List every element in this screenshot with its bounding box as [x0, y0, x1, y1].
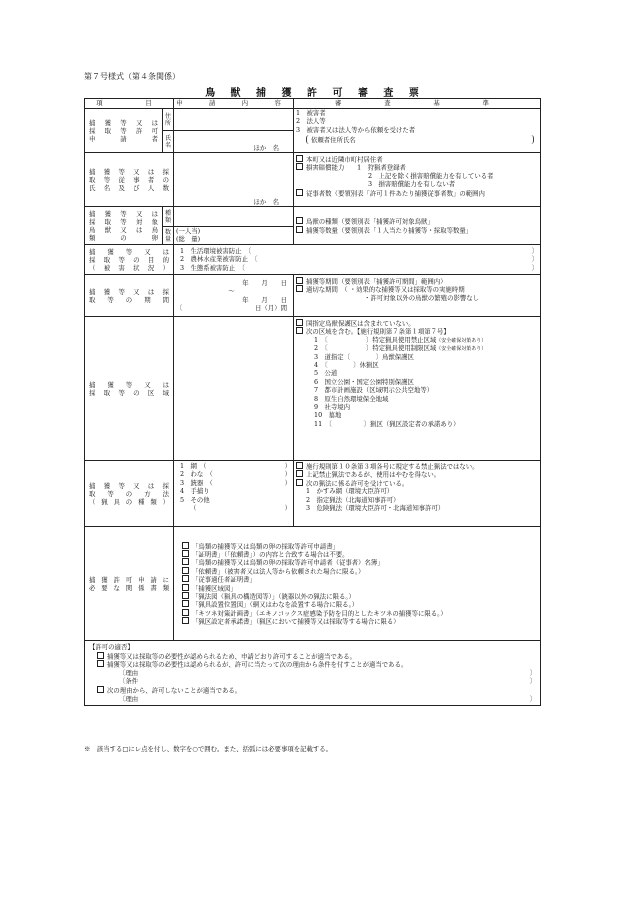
permit-section: 【許可の適否】 捕獲等又は採取等の必要性が認められるため、申請どおり許可することが適当である。 捕獲等又は採取等の必要性は認められるが、許可に当たって次の理由から条件を付すことが適当である。 〔理由 〕 〔条件 〕 次の理由から、許可しないことが適当である。 〔理由 〕 — [85, 641, 541, 706]
purpose-options — [174, 245, 541, 275]
checkbox[interactable] — [296, 226, 303, 233]
row-purpose — [85, 245, 541, 275]
item-method: 捕獲等又は採 取等の方法 （猟具の種類） — [85, 461, 174, 527]
row-applicant — [85, 109, 541, 131]
checkbox[interactable] — [182, 558, 189, 565]
checkbox[interactable] — [296, 189, 303, 196]
requester-bracket[interactable]: 依頼者住所氏名 — [306, 135, 534, 143]
checkbox[interactable] — [296, 163, 303, 170]
sub-type: 種類 — [163, 207, 174, 227]
species-type-field[interactable] — [174, 207, 294, 227]
criteria-applicant: 1 被害者 2 法人等 3 被害者又は法人等から依頼を受けた者 依頼者住所氏名 — [294, 109, 541, 153]
row-area — [85, 317, 541, 461]
sub-address: 住所 — [163, 109, 174, 131]
method-option[interactable]: 3 銃器 （ ） — [180, 478, 291, 487]
checkbox[interactable] — [182, 567, 189, 574]
permit-title: 【許可の適否】 — [89, 643, 134, 651]
header-criteria: 審 査 基 準 — [294, 99, 541, 109]
workers-field[interactable]: ほか 名 — [174, 153, 294, 207]
row-permit — [85, 641, 541, 706]
purpose-option[interactable]: 2 農林水産業被害防止 〔 〕 — [180, 255, 538, 264]
criteria-period: 捕獲等期間（要領別表「捕獲許可期間」範囲内） 適切な期間 （ ・効果的な捕獲等又は採取等の実施時期 ・許可対象以外の鳥獣の繁殖の影響なし — [294, 275, 541, 317]
purpose-option[interactable]: 3 生態系被害防止 〔 〕 — [180, 263, 538, 272]
checkbox[interactable] — [182, 542, 189, 549]
checkbox[interactable] — [296, 319, 303, 326]
item-purpose: 捕獲等又は 採取等の目的 （被害状況） — [85, 245, 174, 275]
checkbox[interactable] — [182, 584, 189, 591]
footnote: ※ 該当する□にレ点を付し、数字を○で囲む。また、括弧には必要事項を記載する。 — [84, 745, 333, 753]
criteria-species: 鳥獣の種類（要領別表「捕獲許可対象鳥獣」 捕獲等数量（要領別表「１人当たり捕獲等・採取等数量」 — [294, 207, 541, 245]
species-count-field[interactable]: (一人当) (総 量) — [174, 227, 294, 245]
checkbox[interactable] — [97, 660, 104, 667]
checkbox[interactable] — [182, 600, 189, 607]
page-title: 鳥 獣 捕 獲 許 可 審 査 票 — [205, 88, 425, 99]
item-area: 捕獲等又は 採取等の区域 — [85, 317, 174, 461]
inspection-table — [84, 98, 541, 706]
checkbox[interactable] — [296, 285, 303, 292]
documents-list: 「鳥類の捕獲等又は鳥類の卵の採取等許可申請書」 「証明書」（「依頼書」）の内容と合致する場合は不要。 「鳥類の捕獲等又は鳥類の卵の採取等許可申請者（従事者）名簿」 「依頼書」（被害者又は法人等から依頼された場合に限る。） 「従事適任者証明書」 「捕獲区域図」 「猟法図（猟具の構造図等）」（銃器以外の猟法に限る。） 「猟具設置位置図」（網又はわなを設置する場合に限る。） 「キツネ対策計画書」（エキノコックス症感染予防を目的としたキツネの捕獲等に限る。） 「猟区設定者承諾書」（猟区において捕獲等又は採取等する場合に限る） — [174, 527, 541, 641]
checkbox[interactable] — [182, 575, 189, 582]
reason-field[interactable]: 〔理由 〕 — [119, 668, 536, 677]
row-method — [85, 461, 541, 527]
row-documents — [85, 527, 541, 641]
applicant-address-field[interactable] — [174, 109, 294, 131]
row-period — [85, 275, 541, 317]
table-header — [85, 99, 541, 109]
item-applicant: 捕獲等又は 採取等許可 申 請 者 — [85, 109, 163, 153]
denial-reason-field[interactable]: 〔理由 〕 — [119, 694, 536, 703]
method-option[interactable]: 5 その他 — [180, 495, 210, 504]
purpose-option[interactable]: 1 生活環境被害防止 〔 〕 — [180, 246, 538, 255]
method-option[interactable]: 2 わな （ ） — [180, 470, 291, 479]
checkbox[interactable] — [296, 217, 303, 224]
criteria-method: 施行規則第１０条第３項各号に規定する禁止猟法ではない。 上記禁止猟法であるが、使用はやむを得ない。 次の猟法に係る許可を受けている。 1 かすみ網（環境大臣許可） 2 指定猟法（北海道知事許可） 3 危険猟法（環境大臣許可・北海道知事許可） — [294, 461, 541, 527]
criteria-workers: 本町又は近隣市町村居住者 損害賠償能力 1 狩猟者登録者 2 上記を除く損害賠償能力を有している者 3 損害賠償能力を有しない者 従事者数（要領別表「許可１件あたり捕獲従事者数」の範囲内 — [294, 153, 541, 207]
method-options — [174, 461, 294, 527]
condition-field[interactable]: 〔条件 〕 — [119, 677, 536, 686]
checkbox[interactable] — [296, 327, 303, 334]
period-field[interactable]: 年 月 日 ～ 年 月 日 〔 日（月）間 — [174, 275, 294, 317]
row-species — [85, 207, 541, 227]
checkbox[interactable] — [296, 479, 303, 486]
method-option[interactable]: 1 網 （ ） — [180, 462, 291, 470]
criteria-area: 国指定鳥獣保護区は含まれていない。 次の区域を含む。【施行規則第７条第１項第７号】 1 〔 〕特定猟具使用禁止区域（安全確保対策あり） 2 〔 〕特定猟具使用制限区域（安全確保対策あり） 3 道指定〔 〕鳥獣保護区 4 〔 〕休猟区 5 公道 6 国立公園・国定公園特別保護区 7 都市計画施設（区域明示公共空地等） 8 原生自然環境保全地域 9 社寺境内 10 墓地 11 〔 〕猟区（猟区設定者の承諾あり） — [294, 317, 541, 461]
checkbox[interactable] — [182, 592, 189, 599]
item-workers: 捕獲等又は採 取等従事者の 氏名及び人数 — [85, 153, 174, 207]
sub-name: 氏名 — [163, 131, 174, 153]
header-content: 申 請 内 容 — [174, 99, 294, 109]
applicant-name-field[interactable]: ほか 名 — [174, 131, 294, 153]
checkbox[interactable] — [97, 686, 104, 693]
checkbox[interactable] — [296, 470, 303, 477]
form-number: 第７号様式（第４条関係） — [84, 72, 180, 81]
checkbox[interactable] — [182, 609, 189, 616]
method-option[interactable]: 4 手捕り — [180, 487, 210, 496]
row-workers — [85, 153, 541, 207]
item-species: 捕獲等又は 採取等対象 鳥獣又は鳥 類 の 卵 — [85, 207, 163, 245]
item-period: 捕獲等又は採 取等の期間 — [85, 275, 174, 317]
method-other-field[interactable]: （ ） — [190, 503, 291, 512]
checkbox[interactable] — [296, 462, 303, 469]
checkbox[interactable] — [296, 277, 303, 284]
area-field[interactable] — [174, 317, 294, 461]
checkbox[interactable] — [182, 550, 189, 557]
checkbox[interactable] — [182, 617, 189, 624]
checkbox[interactable] — [97, 652, 104, 659]
checkbox[interactable] — [296, 155, 303, 162]
item-documents: 捕獲許可申請に 必要な関係書類 — [85, 527, 174, 641]
sub-count: 数量 — [163, 227, 174, 245]
header-item: 項 目 — [85, 99, 174, 109]
